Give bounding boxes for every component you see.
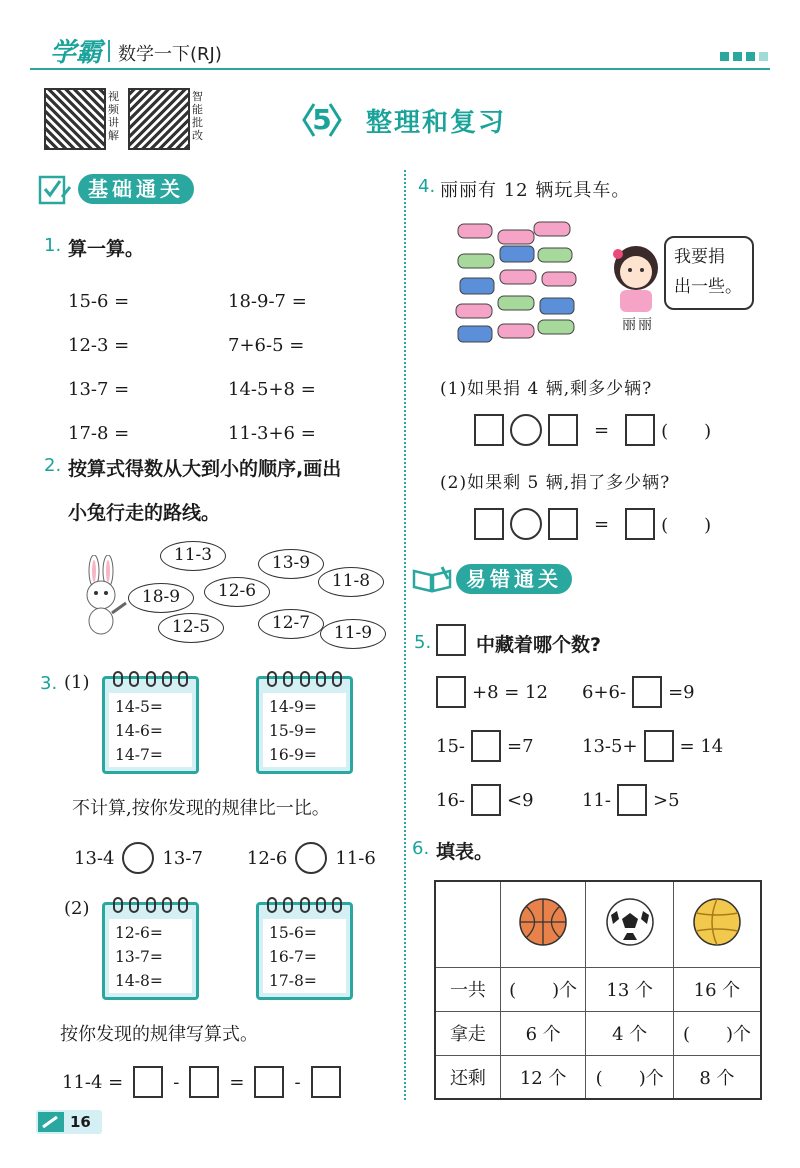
q1-expr: 14-5+8 =: [228, 379, 316, 400]
q6-number: 6.: [412, 838, 430, 859]
qr-code-video[interactable]: [44, 88, 106, 150]
volleyball-icon: [692, 897, 742, 947]
notebook-expr: 16-9=: [269, 746, 317, 764]
checklist-icon: [38, 175, 72, 205]
operator-circle[interactable]: [510, 508, 542, 540]
pencil-icon: [38, 1112, 64, 1132]
equals-sign: =: [594, 513, 610, 535]
qr-label-video: 视频讲解: [108, 90, 119, 142]
answer-box[interactable]: [474, 414, 504, 446]
answer-box[interactable]: [632, 676, 662, 708]
header-divider: [108, 40, 110, 62]
chapter-number-text: 5: [312, 103, 332, 136]
q3-instruction: 不计算,按你发现的规律比一比。: [72, 798, 330, 819]
row-head: 还剩: [435, 1055, 500, 1099]
route-oval[interactable]: 11-3: [160, 541, 226, 571]
soccer-cell: [586, 881, 674, 967]
q5-text: = 14: [679, 735, 724, 757]
column-divider: [404, 170, 406, 1100]
answer-box[interactable]: [625, 414, 655, 446]
answer-box[interactable]: [625, 508, 655, 540]
q4-sub2: (2)如果剩 5 辆,捐了多少辆?: [440, 473, 671, 493]
minus-sign: -: [173, 1071, 180, 1093]
table-cell: 12 个: [500, 1055, 586, 1099]
q1-number: [44, 235, 61, 256]
q3-compare-row: [74, 842, 376, 874]
section-errors-title: 易错通关: [456, 564, 572, 594]
q6-title: 填表。: [436, 841, 494, 863]
q5-text: 6+6-: [582, 681, 627, 703]
notebook-expr: 14-5=: [115, 698, 163, 716]
chapter-title: 整理和复习: [366, 108, 507, 138]
soccer-ball-icon: [605, 897, 655, 947]
fill-table: [434, 880, 762, 1100]
page-number: 16: [70, 1113, 91, 1131]
table-cell: 13 个: [586, 967, 674, 1011]
route-oval[interactable]: 18-9: [128, 583, 194, 613]
q1-expr: 11-3+6 =: [228, 423, 316, 444]
route-oval[interactable]: 11-9: [320, 619, 386, 649]
q5-text: 15-: [436, 735, 465, 757]
q2-number: 2.: [44, 455, 62, 476]
q2-line2: 小兔行走的路线。: [68, 502, 221, 524]
girl-name: 丽丽: [622, 317, 654, 333]
q1-expr: 12-3 =: [68, 335, 130, 356]
minus-sign: -: [294, 1071, 301, 1093]
q3-part1-label: (1): [64, 672, 90, 693]
notebook-expr: 16-7=: [269, 948, 317, 966]
rabbit-icon: [70, 555, 132, 637]
q1-label: 1.: [44, 235, 62, 256]
compare-right: 13-7: [162, 847, 203, 869]
route-oval[interactable]: 11-8: [318, 567, 384, 597]
q1-expr: 13-7 =: [68, 379, 130, 400]
compare-left: 13-4: [74, 847, 115, 869]
brand-logo: 学霸: [50, 38, 103, 68]
answer-box[interactable]: [311, 1066, 341, 1098]
qr-label-grading: 智能批改: [192, 90, 203, 142]
q5-text: +8 = 12: [472, 681, 548, 703]
q3-part2-label: (2): [64, 898, 90, 919]
girl-lili-icon: [606, 240, 666, 312]
equals-sign: =: [229, 1071, 245, 1093]
route-oval[interactable]: 12-6: [204, 577, 270, 607]
q5-text: =9: [668, 681, 695, 703]
q5-text: 13-5+: [582, 735, 638, 757]
answer-box[interactable]: [436, 676, 466, 708]
volleyball-cell: [673, 881, 761, 967]
q4-title: 丽丽有 12 辆玩具车。: [440, 180, 631, 201]
table-cell: 16 个: [673, 967, 761, 1011]
route-oval[interactable]: 13-9: [258, 549, 324, 579]
answer-box[interactable]: [254, 1066, 284, 1098]
q2-line1: 按算式得数从大到小的顺序,画出: [68, 458, 342, 480]
q1-expr: 18-9-7 =: [228, 291, 307, 312]
q5-text: 16-: [436, 789, 465, 811]
q1-right-col: [228, 280, 316, 456]
table-cell: 8 个: [673, 1055, 761, 1099]
row-head: 一共: [435, 967, 500, 1011]
q3-number: 3.: [40, 673, 58, 694]
notebook-1: [102, 676, 199, 774]
equals-sign: =: [594, 419, 610, 441]
q5-text: >5: [653, 789, 680, 811]
table-cell: 6 个: [500, 1011, 586, 1055]
q1-expr: 7+6-5 =: [228, 335, 305, 356]
q5-text: 11-: [582, 789, 611, 811]
open-book-icon: [412, 565, 452, 593]
answer-box[interactable]: [548, 508, 578, 540]
answer-box[interactable]: [617, 784, 647, 816]
answer-box[interactable]: [471, 784, 501, 816]
q4-eq-row2: [474, 508, 711, 540]
answer-box[interactable]: [189, 1066, 219, 1098]
unit-paren[interactable]: ( ): [661, 515, 712, 536]
route-oval[interactable]: 12-5: [158, 613, 224, 643]
notebook-expr: 15-9=: [269, 722, 317, 740]
answer-box[interactable]: [548, 414, 578, 446]
notebook-2: [256, 676, 353, 774]
compare-right: 11-6: [335, 847, 376, 869]
q1-left-col: [68, 280, 129, 456]
compare-circle[interactable]: [122, 842, 154, 874]
q4-eq-row1: [474, 414, 711, 446]
q3-instruction2: 按你发现的规律写算式。: [60, 1024, 258, 1045]
answer-box[interactable]: [644, 730, 674, 762]
row-head: 拿走: [435, 1011, 500, 1055]
q5-title-box: [436, 624, 466, 656]
section-basic-title: 基础通关: [78, 174, 194, 204]
basketball-icon: [518, 897, 568, 947]
q5-title: 中藏着哪个数?: [476, 634, 602, 656]
notebook-4: [256, 902, 353, 1000]
q1-expr: 15-6 =: [68, 291, 130, 312]
q1-title: 算一算。: [68, 238, 145, 260]
q3-expression-row: [62, 1066, 341, 1098]
table-corner: [435, 881, 500, 967]
book-subtitle: 数学一下(RJ): [118, 44, 222, 65]
operator-circle[interactable]: [510, 414, 542, 446]
footer-tab: [36, 1110, 102, 1134]
q5-text: =7: [507, 735, 534, 757]
q4-sub1: (1)如果捐 4 辆,剩多少辆?: [440, 379, 653, 399]
compare-circle[interactable]: [295, 842, 327, 874]
table-cell[interactable]: ( )个: [586, 1055, 674, 1099]
speech-line1: 我要捐: [674, 247, 725, 267]
expr-start: 11-4 =: [62, 1071, 124, 1093]
answer-box[interactable]: [471, 730, 501, 762]
notebook-expr: 14-9=: [269, 698, 317, 716]
header-rule: [30, 68, 770, 70]
q5-number: 5.: [414, 632, 432, 653]
table-cell[interactable]: ( )个: [673, 1011, 761, 1055]
answer-box[interactable]: [474, 508, 504, 540]
toy-cars-icon: [452, 216, 582, 346]
q5-text: <9: [507, 789, 534, 811]
speech-line2: 出一些。: [674, 277, 742, 297]
notebook-expr: 14-7=: [115, 746, 163, 764]
q1-expr: 17-8 =: [68, 423, 130, 444]
notebook-expr: 14-8=: [115, 972, 163, 990]
notebook-expr: 12-6=: [115, 924, 163, 942]
answer-box[interactable]: [133, 1066, 163, 1098]
table-cell[interactable]: ( )个: [500, 967, 586, 1011]
notebook-expr: 15-6=: [269, 924, 317, 942]
header-dots: [720, 52, 770, 62]
header: [30, 30, 770, 70]
chapter-bracket-icon: [300, 100, 344, 140]
speech-bubble: [664, 236, 754, 310]
basketball-cell: [500, 881, 586, 967]
table-cell: 4 个: [586, 1011, 674, 1055]
unit-paren[interactable]: ( ): [661, 421, 712, 442]
qr-code-grading[interactable]: [128, 88, 190, 150]
compare-left: 12-6: [246, 847, 288, 869]
route-oval[interactable]: 12-7: [258, 609, 324, 639]
q4-number: 4.: [418, 176, 436, 197]
notebook-expr: 13-7=: [115, 948, 163, 966]
notebook-expr: 17-8=: [269, 972, 317, 990]
notebook-3: [102, 902, 199, 1000]
notebook-expr: 14-6=: [115, 722, 163, 740]
